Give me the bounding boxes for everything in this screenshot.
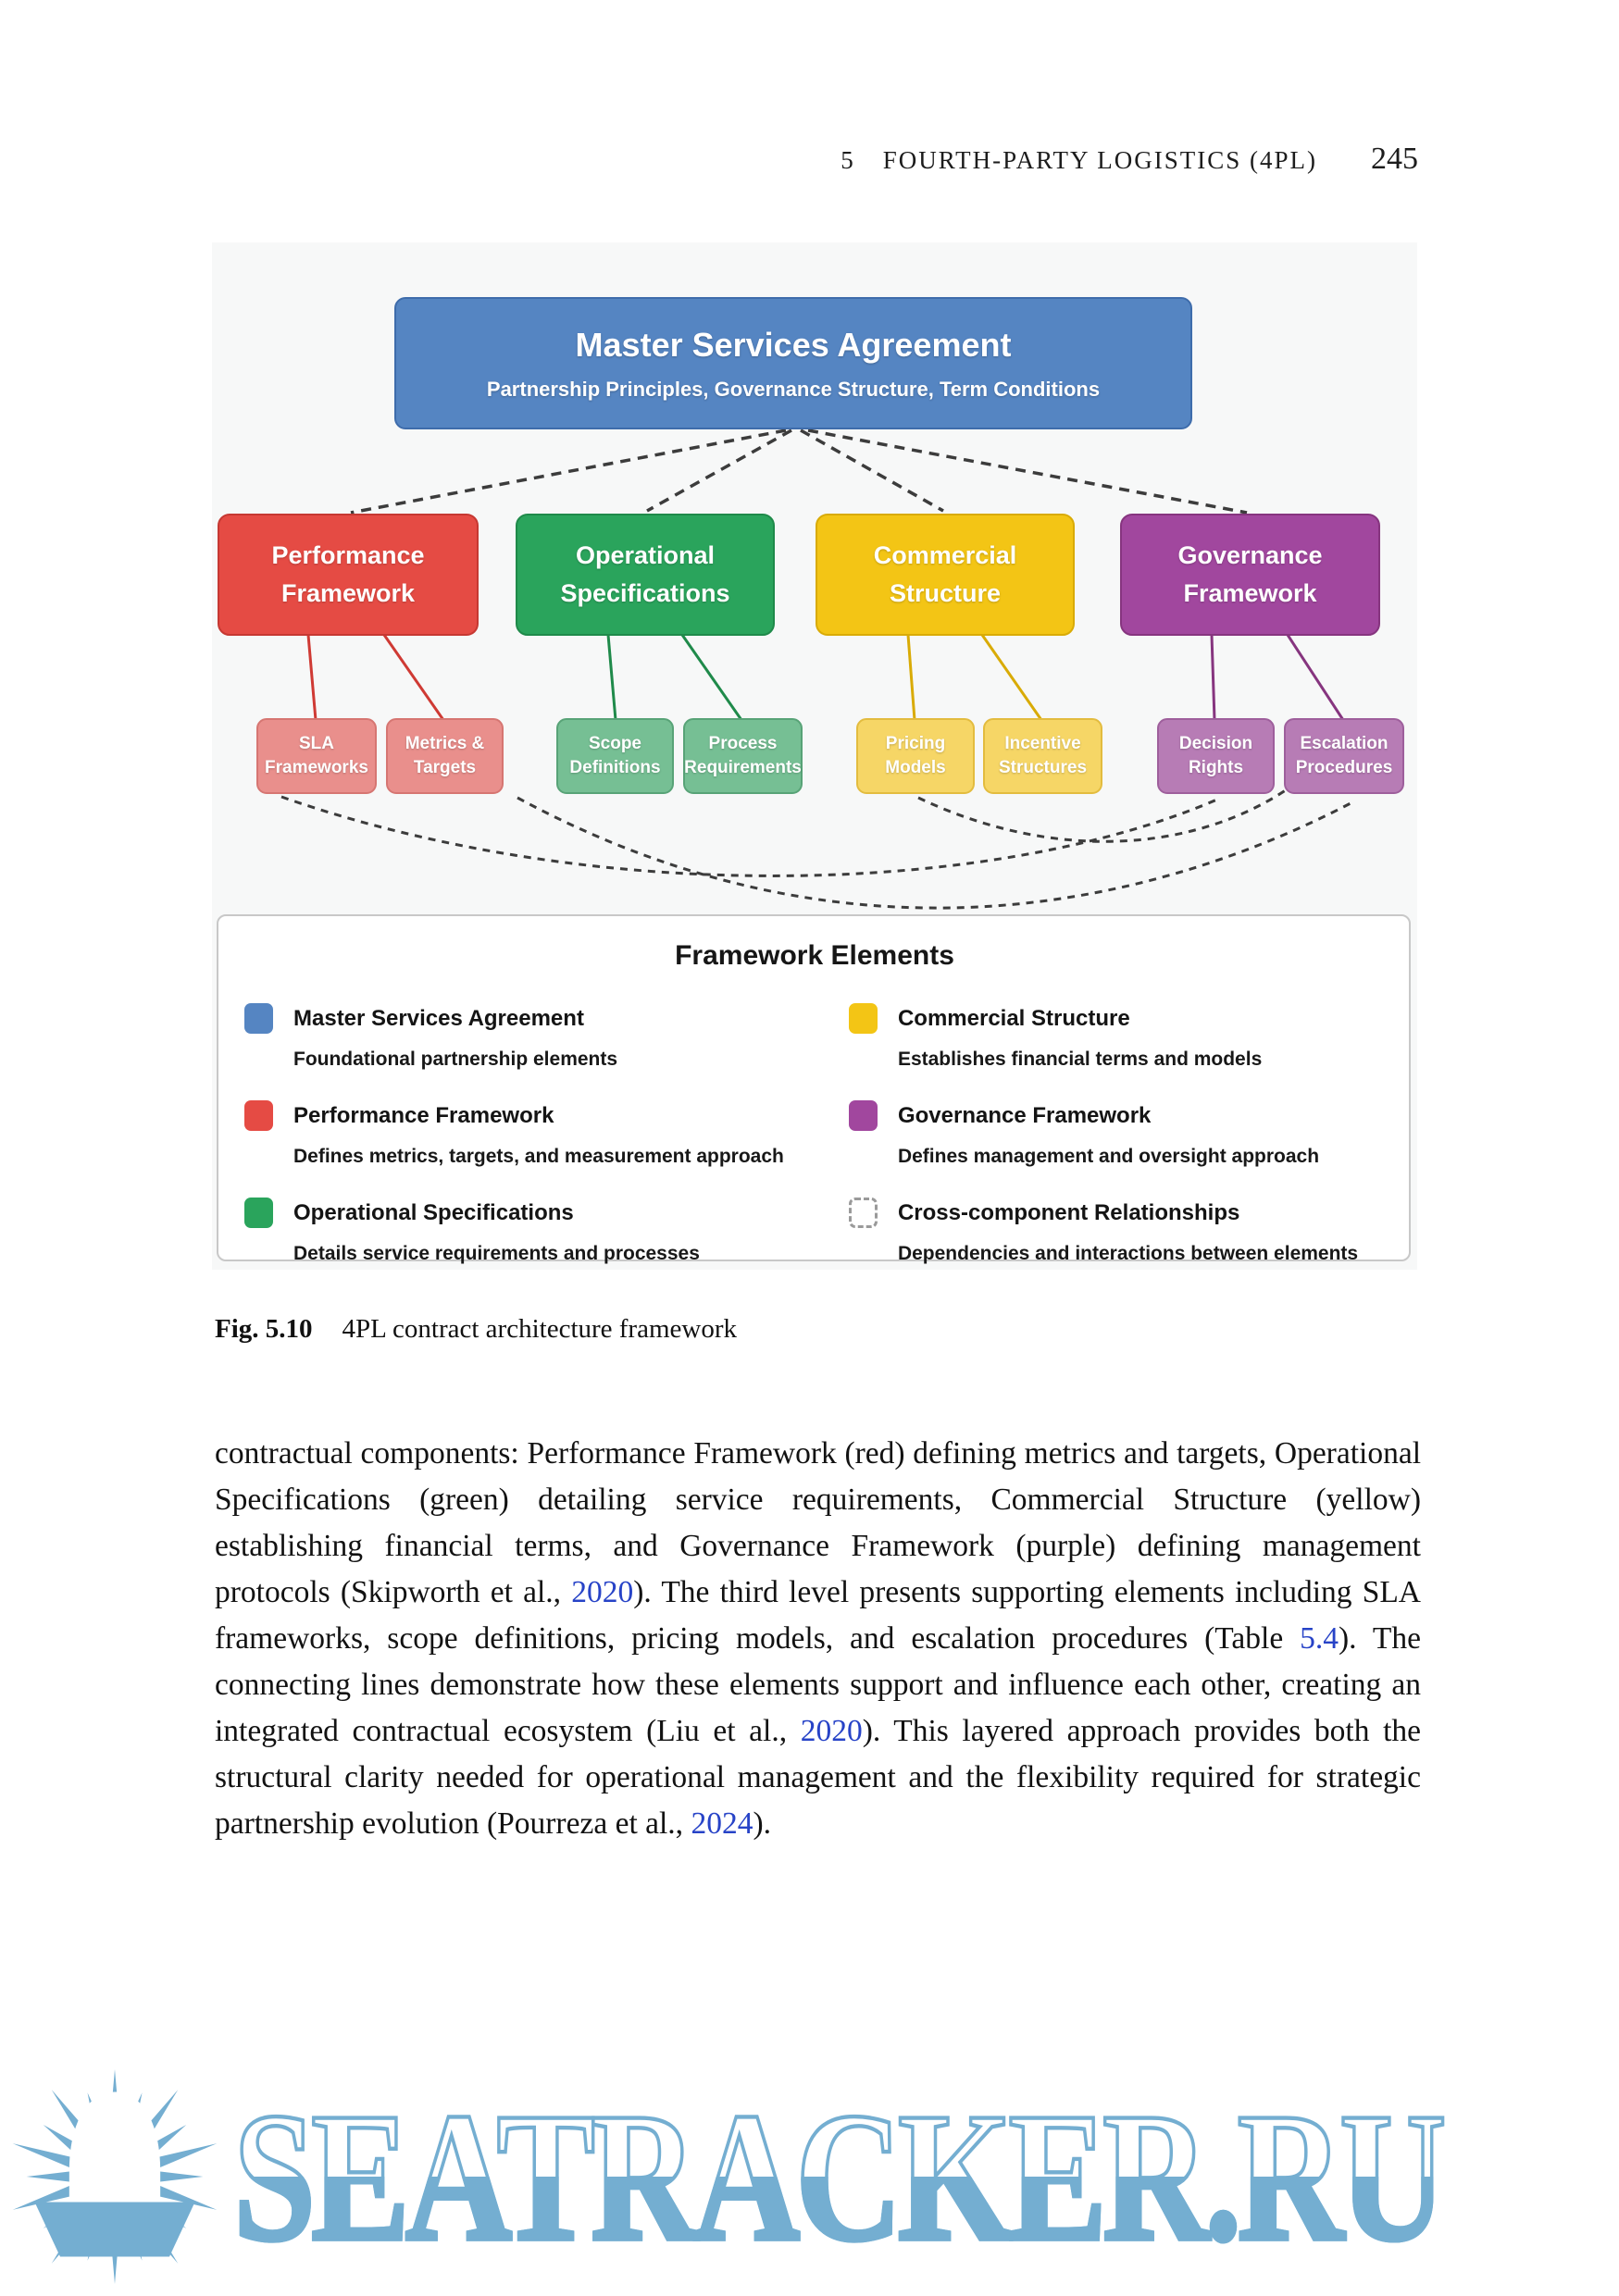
diagram-box-line: Targets xyxy=(413,758,477,777)
sun-icon xyxy=(6,2061,224,2292)
diagram-box-incentive-structures xyxy=(983,718,1102,794)
citation-link[interactable]: 2020 xyxy=(800,1713,863,1748)
diagram-box-escalation-procedures xyxy=(1284,718,1404,794)
diagram-box-line: Escalation xyxy=(1300,734,1389,753)
diagram-box-line: Pricing xyxy=(885,734,946,753)
legend-entry-head xyxy=(244,1100,849,1131)
citation-link[interactable]: 2020 xyxy=(571,1574,634,1609)
diagram-box-line: Performance xyxy=(271,541,425,569)
diagram-box-line: Operational xyxy=(575,541,716,569)
legend-entry-head xyxy=(244,1003,849,1034)
diagram-box-line: Framework xyxy=(1183,579,1317,607)
sun-band xyxy=(34,2203,194,2257)
legend-entry-head xyxy=(244,1198,849,1228)
legend-entry-label: Governance Framework xyxy=(897,1102,1152,1128)
diagram-box-line: Procedures xyxy=(1295,758,1393,777)
diagram-box-line: Definitions xyxy=(569,758,661,777)
diagram-box-line: Requirements xyxy=(684,758,802,777)
legend-entry-label: Performance Framework xyxy=(293,1102,554,1128)
watermark-text: SEATRACKER.RU xyxy=(233,2061,1442,2292)
figure-caption-label: Fig. 5.10 xyxy=(215,1314,313,1344)
diagram-box-line: Rights xyxy=(1188,758,1244,777)
diagram-box-line: Decision xyxy=(1178,734,1253,753)
diagram-box-line: Models xyxy=(885,758,946,777)
governance-framework-swatch-icon xyxy=(849,1100,878,1131)
diagram-box-decision-rights xyxy=(1157,718,1275,794)
page-number: 245 xyxy=(1371,142,1418,176)
legend-entry-governance-framework xyxy=(849,1100,1385,1168)
legend-entry-head xyxy=(849,1003,1385,1034)
operational-specifications-swatch-icon xyxy=(244,1198,273,1228)
sun-dome xyxy=(69,2092,160,2214)
msa-title: Master Services Agreement xyxy=(575,325,1012,364)
diagram-box-line: Governance xyxy=(1177,541,1323,569)
paragraph-text: ). This layered approach provides both the structural clarity needed for operational management and the flexibility required for strategic partnership evolution (Pourreza et al., xyxy=(215,1713,1422,1841)
diagram-box-commercial-structure xyxy=(816,514,1075,636)
diagram-box-metrics-targets xyxy=(386,718,504,794)
msa-subtitle: Partnership Principles, Governance Structure, Term Conditions xyxy=(486,377,1101,401)
citation-link[interactable]: 2024 xyxy=(691,1806,753,1841)
diagram-box-master-services-agreement xyxy=(394,297,1192,429)
paragraph-text: ). xyxy=(753,1806,771,1841)
legend-framework-elements xyxy=(217,914,1411,1264)
performance-framework-swatch-icon xyxy=(244,1100,273,1131)
diagram-box-line: Structures xyxy=(998,758,1088,777)
figure-5-10-diagram xyxy=(212,242,1417,1270)
figure-caption-text: 4PL contract architecture framework xyxy=(342,1314,737,1344)
diagram-box-line: Scope xyxy=(588,734,642,753)
running-head: FOURTH-PARTY LOGISTICS (4PL) xyxy=(882,146,1317,174)
master-services-agreement-swatch-icon xyxy=(244,1003,273,1034)
legend-entry-description: Establishes financial terms and models xyxy=(897,1049,1263,1070)
legend-entry-description: Defines metrics, targets, and measurement approach xyxy=(293,1146,784,1167)
diagram-box-line: Incentive xyxy=(1004,734,1081,753)
diagram-box-scope-definitions xyxy=(556,718,674,794)
legend-entry-operational-specifications xyxy=(244,1198,849,1265)
legend-entry-label: Operational Specifications xyxy=(293,1199,574,1225)
diagram-box-pricing-models xyxy=(856,718,975,794)
cross-component-relationships-swatch-icon xyxy=(849,1198,878,1228)
citation-link[interactable]: 5.4 xyxy=(1300,1620,1339,1656)
legend-entry-performance-framework xyxy=(244,1100,849,1168)
paragraph-text: ). The third level presents supporting elements including SLA frameworks, scope definitions, pricing models, and escalation procedures (Table xyxy=(215,1574,1421,1656)
legend-entry-description: Dependencies and interactions between elements xyxy=(897,1243,1359,1264)
legend-entry-commercial-structure xyxy=(849,1003,1385,1071)
legend-entry-head xyxy=(849,1198,1385,1228)
diagram-box-governance-framework xyxy=(1120,514,1380,636)
legend-grid xyxy=(244,1003,1385,1265)
diagram-box-operational-specifications xyxy=(516,514,775,636)
diagram-box-line: Specifications xyxy=(560,579,730,607)
paragraph-text: contractual components: Performance Framework (red) defining metrics and targets, Operational Specifications (green) detailing service requirements, Commercial Structure (yellow) establishing financial terms, and Governance Framework (purple) defining management protocols (Skipworth et al., xyxy=(215,1435,1421,1609)
paragraph-text: ). The connecting lines demonstrate how these elements support and influence each other, creating an integrated contractual ecosystem (Liu et al., xyxy=(215,1620,1421,1748)
legend-title: Framework Elements xyxy=(675,940,954,971)
legend-entry-label: Commercial Structure xyxy=(897,1005,1130,1031)
legend-entry-description: Defines management and oversight approach xyxy=(897,1146,1320,1167)
child-links xyxy=(308,635,1343,720)
legend-entry-description: Details service requirements and processes xyxy=(293,1243,700,1264)
diagram-box-line: Process xyxy=(708,734,778,753)
msa-dashed-links xyxy=(351,430,1247,513)
body-paragraph xyxy=(215,1431,1421,1847)
legend-entry-master-services-agreement xyxy=(244,1003,849,1071)
cross-component-arcs xyxy=(281,784,1351,908)
legend-entry-label: Master Services Agreement xyxy=(293,1005,584,1031)
legend-entry-head xyxy=(849,1100,1385,1131)
diagram-box-line: Commercial xyxy=(873,541,1017,569)
figure-caption xyxy=(215,1314,737,1345)
diagram-box-line: Framework xyxy=(280,579,416,607)
page-header xyxy=(215,142,1418,177)
diagram-box-line: Metrics & xyxy=(405,734,485,753)
commercial-structure-swatch-icon xyxy=(849,1003,878,1034)
diagram-box-sla-frameworks xyxy=(256,718,377,794)
legend-entry-cross-component-relationships xyxy=(849,1198,1385,1265)
diagram-box-performance-framework xyxy=(218,514,479,636)
diagram-box-line: Structure xyxy=(889,579,1002,607)
legend-entry-label: Cross-component Relationships xyxy=(897,1199,1240,1225)
chapter-number: 5 xyxy=(841,146,855,174)
legend-entry-description: Foundational partnership elements xyxy=(293,1049,618,1070)
diagram-box-process-requirements xyxy=(683,718,803,794)
seatracker-watermark xyxy=(6,2060,1442,2293)
diagram-box-line: SLA xyxy=(299,734,334,753)
diagram-box-line: Frameworks xyxy=(265,758,368,777)
